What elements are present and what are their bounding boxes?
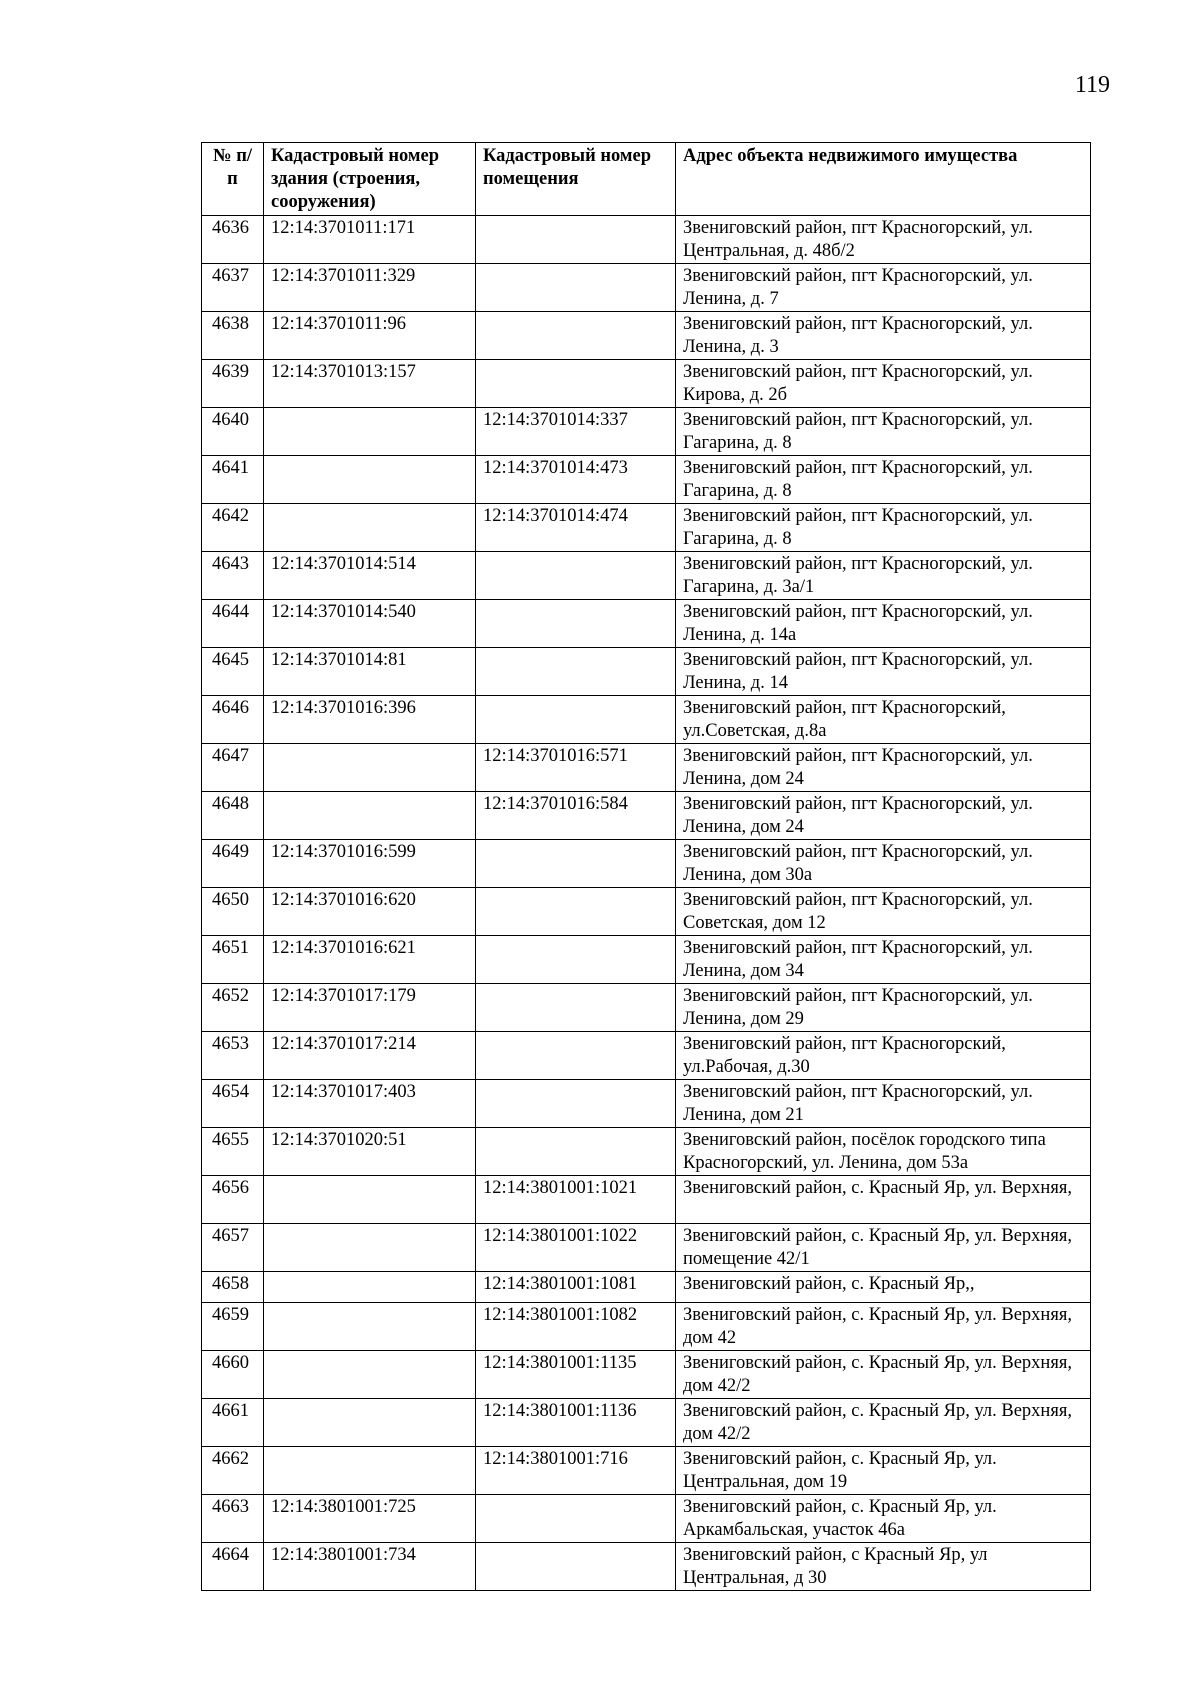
cell-room-cadastral — [476, 1494, 676, 1542]
cell-address: Звениговский район, пгт Красногорский, ул. Ленина, дом 24 — [676, 744, 1091, 792]
cell-room-cadastral: 12:14:3801001:1081 — [476, 1271, 676, 1302]
table-header-row — [202, 143, 1091, 216]
cell-number: 4651 — [202, 936, 264, 984]
cell-room-cadastral: 12:14:3801001:1136 — [476, 1398, 676, 1446]
table-row — [202, 1302, 1091, 1350]
cell-number: 4661 — [202, 1398, 264, 1446]
cell-address: Звениговский район, пгт Красногорский, ул. Ленина, дом 24 — [676, 792, 1091, 840]
cell-room-cadastral — [476, 360, 676, 408]
cell-number: 4649 — [202, 840, 264, 888]
cell-address: Звениговский район, пгт Красногорский, ул. Ленина, дом 29 — [676, 984, 1091, 1032]
cell-building-cadastral — [264, 1271, 476, 1302]
cell-room-cadastral — [476, 552, 676, 600]
cell-number: 4663 — [202, 1494, 264, 1542]
table-row — [202, 1350, 1091, 1398]
cell-number: 4642 — [202, 504, 264, 552]
table-row — [202, 840, 1091, 888]
table-row — [202, 1542, 1091, 1590]
cell-room-cadastral — [476, 1542, 676, 1590]
cell-address: Звениговский район, пгт Красногорский, ул. Ленина, д. 14а — [676, 600, 1091, 648]
cell-address: Звениговский район, посёлок городского типа Красногорский, ул. Ленина, дом 53а — [676, 1128, 1091, 1176]
table-row — [202, 1223, 1091, 1271]
cell-room-cadastral: 12:14:3801001:1135 — [476, 1350, 676, 1398]
table-row — [202, 504, 1091, 552]
header-number: № п/п — [202, 143, 264, 216]
cell-address: Звениговский район, пгт Красногорский, ул.Советская, д.8а — [676, 696, 1091, 744]
cell-address: Звениговский район, с. Красный Яр, ул. Верхняя, дом 42 — [676, 1302, 1091, 1350]
cell-number: 4637 — [202, 264, 264, 312]
cell-room-cadastral: 12:14:3801001:716 — [476, 1446, 676, 1494]
cell-number: 4636 — [202, 216, 264, 264]
cell-number: 4639 — [202, 360, 264, 408]
cell-room-cadastral — [476, 600, 676, 648]
cell-building-cadastral: 12:14:3701016:396 — [264, 696, 476, 744]
cell-address: Звениговский район, пгт Красногорский, ул. Центральная, д. 48б/2 — [676, 216, 1091, 264]
cell-building-cadastral: 12:14:3701014:540 — [264, 600, 476, 648]
header-building-cadastral: Кадастровый номер здания (строения, сооружения) — [264, 143, 476, 216]
cell-room-cadastral — [476, 696, 676, 744]
cell-number: 4660 — [202, 1350, 264, 1398]
cell-room-cadastral: 12:14:3801001:1021 — [476, 1176, 676, 1224]
cell-building-cadastral — [264, 456, 476, 504]
cell-number: 4658 — [202, 1271, 264, 1302]
cell-room-cadastral: 12:14:3701016:584 — [476, 792, 676, 840]
table-row — [202, 1032, 1091, 1080]
cell-room-cadastral: 12:14:3701014:474 — [476, 504, 676, 552]
cell-number: 4648 — [202, 792, 264, 840]
cell-building-cadastral: 12:14:3701011:329 — [264, 264, 476, 312]
cell-address: Звениговский район, пгт Красногорский, ул. Ленина, дом 34 — [676, 936, 1091, 984]
table-row — [202, 360, 1091, 408]
cell-number: 4650 — [202, 888, 264, 936]
cell-room-cadastral — [476, 1080, 676, 1128]
cell-room-cadastral: 12:14:3801001:1022 — [476, 1223, 676, 1271]
cell-address: Звениговский район, пгт Красногорский, ул. Ленина, д. 7 — [676, 264, 1091, 312]
cell-address: Звениговский район, с. Красный Яр, ул. Верхняя, — [676, 1176, 1091, 1224]
header-address: Адрес объекта недвижимого имущества — [676, 143, 1091, 216]
cell-address: Звениговский район, с. Красный Яр, ул. Аркамбальская, участок 46а — [676, 1494, 1091, 1542]
cell-number: 4662 — [202, 1446, 264, 1494]
table-row — [202, 936, 1091, 984]
cell-address: Звениговский район, пгт Красногорский, ул. Гагарина, д. 8 — [676, 408, 1091, 456]
table-row — [202, 1176, 1091, 1224]
table-row — [202, 1128, 1091, 1176]
cell-number: 4657 — [202, 1223, 264, 1271]
table-row — [202, 456, 1091, 504]
table-row — [202, 408, 1091, 456]
cell-building-cadastral — [264, 408, 476, 456]
cell-room-cadastral: 12:14:3701016:571 — [476, 744, 676, 792]
cell-room-cadastral — [476, 648, 676, 696]
cell-number: 4647 — [202, 744, 264, 792]
cell-building-cadastral: 12:14:3701016:621 — [264, 936, 476, 984]
cell-room-cadastral — [476, 312, 676, 360]
cell-address: Звениговский район, с. Красный Яр, ул. Верхняя, помещение 42/1 — [676, 1223, 1091, 1271]
cell-number: 4646 — [202, 696, 264, 744]
cell-address: Звениговский район, пгт Красногорский, ул. Гагарина, д. 3а/1 — [676, 552, 1091, 600]
cell-room-cadastral — [476, 840, 676, 888]
cell-building-cadastral — [264, 1302, 476, 1350]
cell-building-cadastral: 12:14:3701017:214 — [264, 1032, 476, 1080]
cell-address: Звениговский район, пгт Красногорский, ул. Кирова, д. 2б — [676, 360, 1091, 408]
cell-number: 4656 — [202, 1176, 264, 1224]
cell-room-cadastral — [476, 936, 676, 984]
cell-building-cadastral: 12:14:3701016:620 — [264, 888, 476, 936]
cell-building-cadastral — [264, 1350, 476, 1398]
cell-room-cadastral — [476, 888, 676, 936]
table-row — [202, 312, 1091, 360]
table-row — [202, 648, 1091, 696]
table-row — [202, 888, 1091, 936]
cell-address: Звениговский район, с. Красный Яр,, — [676, 1271, 1091, 1302]
cell-number: 4652 — [202, 984, 264, 1032]
cell-room-cadastral — [476, 216, 676, 264]
cell-building-cadastral — [264, 1446, 476, 1494]
table-row — [202, 264, 1091, 312]
cell-address: Звениговский район, пгт Красногорский, ул.Рабочая, д.30 — [676, 1032, 1091, 1080]
cell-room-cadastral — [476, 264, 676, 312]
cell-building-cadastral: 12:14:3801001:725 — [264, 1494, 476, 1542]
property-registry-table — [201, 142, 1091, 1591]
cell-building-cadastral: 12:14:3701016:599 — [264, 840, 476, 888]
cell-building-cadastral: 12:14:3701013:157 — [264, 360, 476, 408]
table-row — [202, 1080, 1091, 1128]
cell-address: Звениговский район, пгт Красногорский, ул. Ленина, д. 14 — [676, 648, 1091, 696]
table-row — [202, 1494, 1091, 1542]
cell-room-cadastral — [476, 984, 676, 1032]
cell-building-cadastral — [264, 504, 476, 552]
cell-number: 4654 — [202, 1080, 264, 1128]
cell-building-cadastral: 12:14:3701020:51 — [264, 1128, 476, 1176]
cell-room-cadastral: 12:14:3701014:337 — [476, 408, 676, 456]
cell-building-cadastral — [264, 1398, 476, 1446]
cell-number: 4659 — [202, 1302, 264, 1350]
cell-number: 4664 — [202, 1542, 264, 1590]
cell-number: 4640 — [202, 408, 264, 456]
table-row — [202, 696, 1091, 744]
cell-address: Звениговский район, пгт Красногорский, ул. Советская, дом 12 — [676, 888, 1091, 936]
cell-address: Звениговский район, пгт Красногорский, ул. Ленина, дом 21 — [676, 1080, 1091, 1128]
cell-number: 4645 — [202, 648, 264, 696]
table-row — [202, 1271, 1091, 1302]
table-row — [202, 1398, 1091, 1446]
cell-building-cadastral — [264, 1223, 476, 1271]
table-row — [202, 216, 1091, 264]
table-row — [202, 792, 1091, 840]
cell-building-cadastral — [264, 792, 476, 840]
cell-address: Звениговский район, с. Красный Яр, ул. Верхняя, дом 42/2 — [676, 1398, 1091, 1446]
cell-address: Звениговский район, пгт Красногорский, ул. Ленина, д. 3 — [676, 312, 1091, 360]
cell-building-cadastral: 12:14:3801001:734 — [264, 1542, 476, 1590]
cell-address: Звениговский район, пгт Красногорский, ул. Гагарина, д. 8 — [676, 456, 1091, 504]
table-row — [202, 1446, 1091, 1494]
cell-number: 4641 — [202, 456, 264, 504]
page-number: 119 — [1074, 72, 1110, 98]
cell-address: Звениговский район, с. Красный Яр, ул. Верхняя, дом 42/2 — [676, 1350, 1091, 1398]
cell-building-cadastral: 12:14:3701014:514 — [264, 552, 476, 600]
cell-number: 4643 — [202, 552, 264, 600]
cell-room-cadastral: 12:14:3701014:473 — [476, 456, 676, 504]
cell-address: Звениговский район, пгт Красногорский, ул. Гагарина, д. 8 — [676, 504, 1091, 552]
cell-building-cadastral: 12:14:3701011:171 — [264, 216, 476, 264]
cell-building-cadastral: 12:14:3701017:179 — [264, 984, 476, 1032]
cell-address: Звениговский район, пгт Красногорский, ул. Ленина, дом 30а — [676, 840, 1091, 888]
cell-number: 4653 — [202, 1032, 264, 1080]
cell-number: 4655 — [202, 1128, 264, 1176]
header-room-cadastral: Кадастровый номер помещения — [476, 143, 676, 216]
table-row — [202, 984, 1091, 1032]
cell-room-cadastral — [476, 1032, 676, 1080]
cell-building-cadastral: 12:14:3701017:403 — [264, 1080, 476, 1128]
cell-address: Звениговский район, с. Красный Яр, ул. Центральная, дом 19 — [676, 1446, 1091, 1494]
cell-number: 4638 — [202, 312, 264, 360]
table-row — [202, 600, 1091, 648]
cell-room-cadastral — [476, 1128, 676, 1176]
cell-building-cadastral — [264, 1176, 476, 1224]
cell-room-cadastral: 12:14:3801001:1082 — [476, 1302, 676, 1350]
cell-building-cadastral: 12:14:3701011:96 — [264, 312, 476, 360]
table-row — [202, 744, 1091, 792]
cell-address: Звениговский район, с Красный Яр, ул Центральная, д 30 — [676, 1542, 1091, 1590]
cell-building-cadastral — [264, 744, 476, 792]
cell-building-cadastral: 12:14:3701014:81 — [264, 648, 476, 696]
table-row — [202, 552, 1091, 600]
cell-number: 4644 — [202, 600, 264, 648]
